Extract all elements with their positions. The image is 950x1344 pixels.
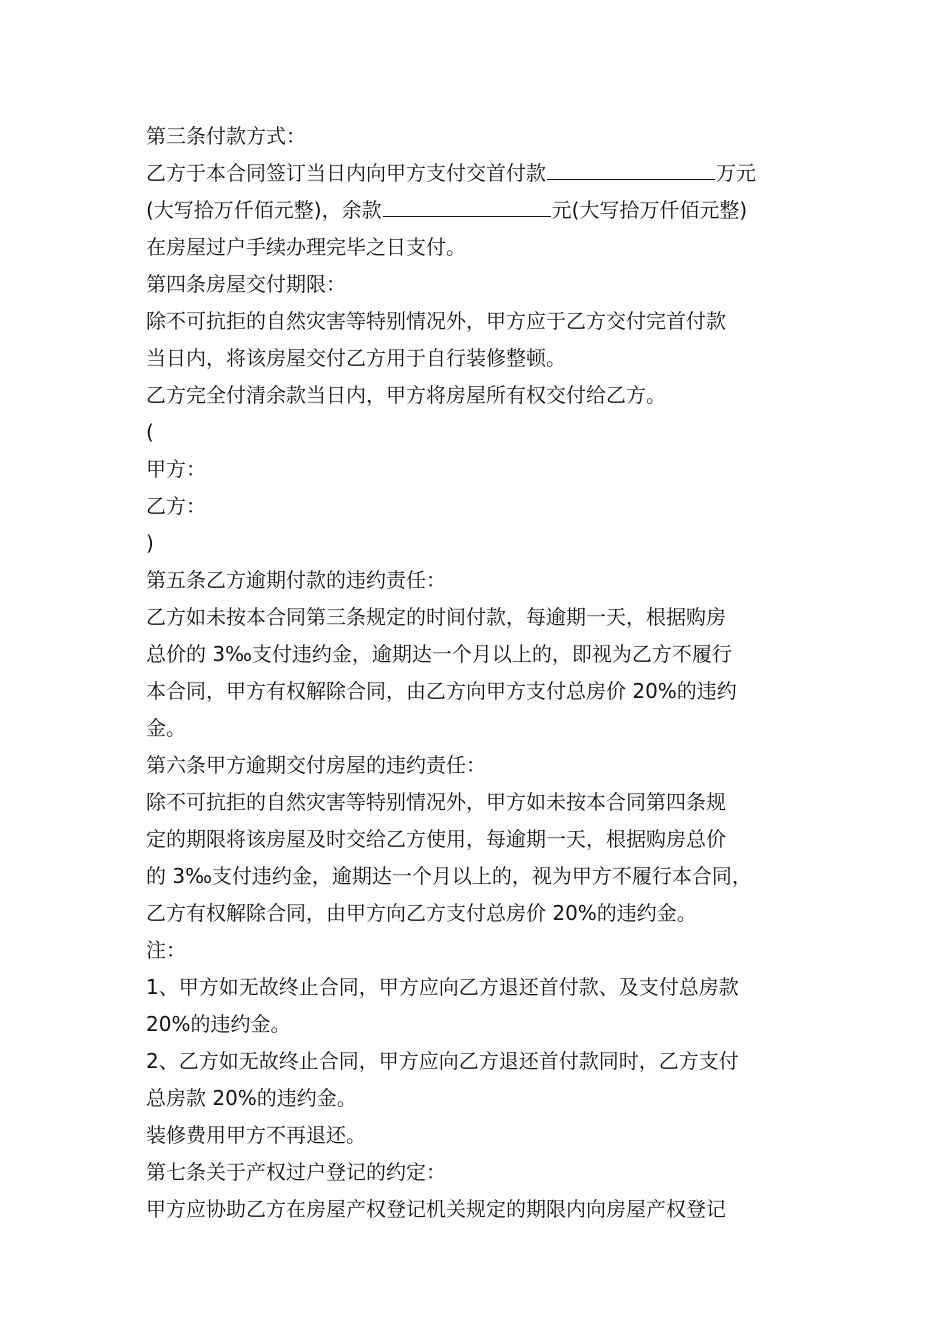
note-item: 2、乙方如无故终止合同，甲方应向乙方退还首付款同时，乙方支付 [146,1049,739,1073]
note-item: 1、甲方如无故终止合同，甲方应向乙方退还首付款、及支付总房款 [146,975,739,999]
body-line: 总价的 3‰支付违约金，逾期达一个月以上的，即视为乙方不履行 [146,642,732,666]
body-line: ( [146,420,154,444]
body-text: 元(大写拾万仟佰元整) [551,198,748,222]
body-line [146,155,836,192]
article-3-heading: 第三条付款方式： [146,124,306,148]
body-line: 金。 [146,716,186,740]
body-line: ) [146,531,154,555]
body-line: 在房屋过户手续办理完毕之日支付。 [146,235,466,259]
body-line: 装修费用甲方不再退还。 [146,1123,366,1147]
body-line: 的 3‰支付违约金，逾期达一个月以上的，视为甲方不履行本合同， [146,864,752,888]
article-6-heading: 第六条甲方逾期交付房屋的违约责任： [146,753,486,777]
article-7-heading: 第七条关于产权过户登记的约定： [146,1160,446,1184]
body-line: 甲方应协助乙方在房屋产权登记机关规定的期限内向房屋产权登记 [146,1197,726,1221]
body-line: 除不可抗拒的自然灾害等特别情况外，甲方应于乙方交付完首付款 [146,309,726,333]
party-b-label: 乙方： [146,494,206,518]
document-body [146,118,836,1228]
note-item: 总房款 20%的违约金。 [146,1086,357,1110]
body-line: 本合同，甲方有权解除合同，由乙方向甲方支付总房价 20%的违约 [146,679,737,703]
body-text: 乙方于本合同签订当日内向甲方支付交首付款 [146,161,546,185]
fill-in-blank [383,215,551,217]
fill-in-blank [547,178,715,180]
body-line: 定的期限将该房屋及时交给乙方使用，每逾期一天，根据购房总价 [146,827,726,851]
note-heading: 注： [146,938,186,962]
body-text: 万元 [716,161,756,185]
body-line: 当日内，将该房屋交付乙方用于自行装修整顿。 [146,346,566,370]
body-line: 乙方如未按本合同第三条规定的时间付款，每逾期一天，根据购房 [146,605,726,629]
body-line [146,192,836,229]
body-line: 除不可抗拒的自然灾害等特别情况外，甲方如未按本合同第四条规 [146,790,726,814]
body-text: (大写拾万仟佰元整)，余款 [146,198,382,222]
body-line: 乙方有权解除合同，由甲方向乙方支付总房价 20%的违约金。 [146,901,697,925]
article-4-heading: 第四条房屋交付期限： [146,272,346,296]
body-line: 乙方完全付清余款当日内，甲方将房屋所有权交付给乙方。 [146,383,666,407]
note-item: 20%的违约金。 [146,1012,291,1036]
article-5-heading: 第五条乙方逾期付款的违约责任： [146,568,446,592]
party-a-label: 甲方： [146,457,206,481]
